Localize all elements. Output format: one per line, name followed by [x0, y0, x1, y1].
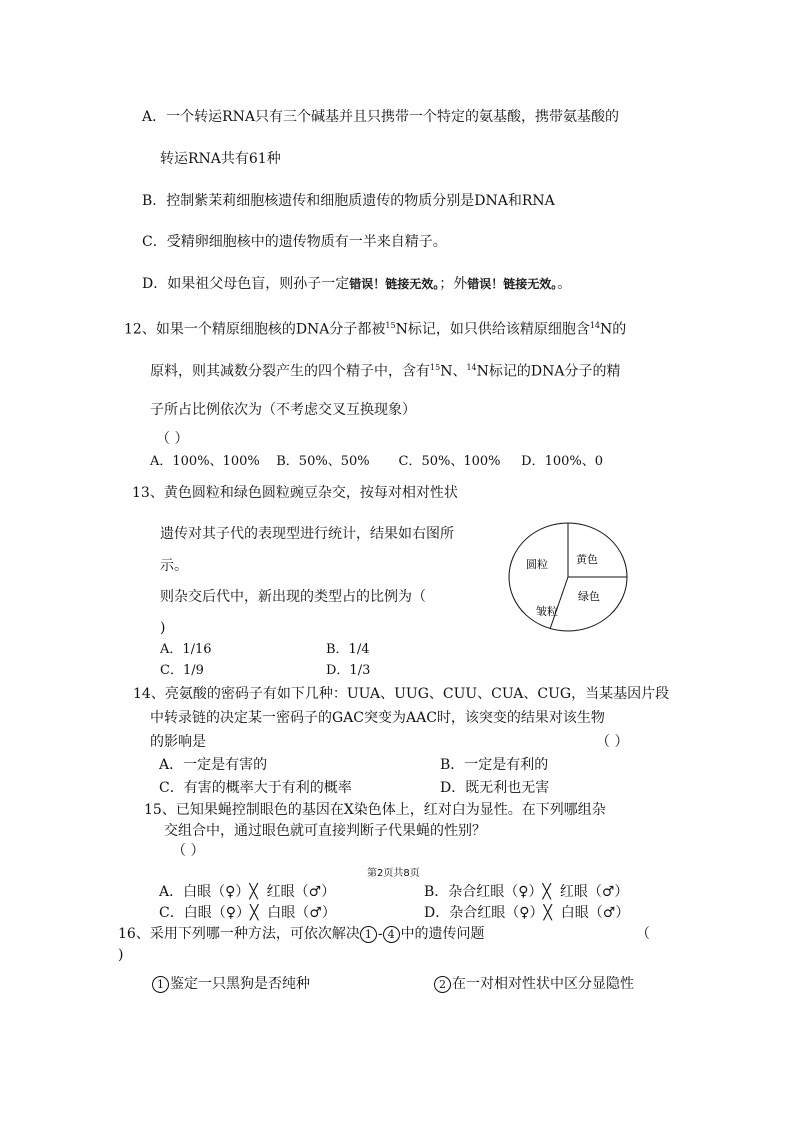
q11-option-d-mid: ；外 [439, 276, 468, 292]
q12-line3: 子所占比例依次为（不考虑交叉互换现象） [150, 402, 416, 418]
q16-item-text: 鉴定一只黑狗是否纯种 [170, 976, 310, 992]
error-link-text: 错误！链接无效。 [467, 277, 558, 291]
circled-number: 1 [360, 926, 377, 943]
page-footer: 第2页共8页 [367, 868, 420, 879]
circled-number: 4 [383, 926, 400, 943]
q16-item-1 [152, 975, 310, 993]
pie-label-green: 绿色 [578, 590, 600, 603]
q14-option-b: B．一定是有利的 [440, 757, 549, 773]
pie-figure [506, 520, 630, 634]
q11-option-c: C．受精卵细胞核中的遗传物质有一半来自精子。 [142, 234, 447, 250]
q16-text: - [377, 926, 383, 942]
q11-option-a-line2: 转运RNA共有61种 [160, 151, 281, 167]
q16-text: 中的遗传问题 [400, 926, 485, 942]
q13-line3: 示。 [160, 558, 188, 574]
q16-text: 16、采用下列哪一种方法，可依次解决 [118, 926, 360, 942]
q16-line1 [118, 925, 485, 943]
q13-option-d: D．1/3 [326, 663, 371, 678]
q13-option-c: C．1/9 [160, 663, 204, 678]
error-link-text: 错误！链接无效。 [349, 277, 440, 291]
pie-label-yellow: 黄色 [576, 553, 598, 566]
q12-text: N标记，如只供给该精原细胞含 [395, 321, 590, 338]
q11-option-a-line1: A．一个转运RNA只有三个碱基并且只携带一个特定的氨基酸，携带氨基酸的 [142, 109, 620, 125]
superscript: 14 [589, 321, 601, 330]
q13-line4: 则杂交后代中，新出现的类型占的比例为（ [160, 589, 426, 605]
q13-line2: 遗传对其子代的表现型进行统计，结果如右图所 [160, 526, 454, 542]
q13-line1: 13、黄色圆粒和绿色圆粒豌豆杂交，按每对相对性状 [132, 485, 458, 501]
superscript: 14 [466, 363, 477, 372]
q16-paren-close: ) [118, 947, 124, 963]
q15-option-d: D．杂合红眼（♀）╳ 白眼（♂） [424, 905, 630, 921]
q15-answer-paren: （ ） [172, 843, 205, 859]
q13-option-b: B．1/4 [326, 642, 370, 657]
q12-options: A．100%、100% B．50%、50% C．50%、100% D．100%、0 [150, 454, 604, 469]
q13-line5: ) [160, 620, 166, 636]
q16-item-text: 在一对相对性状中区分显隐性 [452, 976, 634, 992]
q14-line3: 的影响是 [150, 734, 206, 750]
q12-line2 [150, 359, 620, 381]
q12-text: N、 [440, 363, 467, 380]
q11-option-d-text: D．如果祖父母色盲，则孙子一定 [142, 276, 350, 292]
q11-option-b: B．控制紫茉莉细胞核遗传和细胞质遗传的物质分别是DNA和RNA [142, 193, 555, 209]
circled-number: 1 [152, 976, 169, 993]
superscript: 15 [385, 321, 396, 330]
q11-option-d-end: 。 [557, 276, 572, 292]
q14-option-d: D．既无利也无害 [440, 780, 550, 796]
q12-text: 12、如果一个精原细胞核的DNA分子都被 [124, 321, 386, 338]
superscript: 15 [430, 363, 441, 372]
q12-line1 [124, 317, 626, 339]
q15-option-a: A．白眼（♀）╳ 红眼（♂） [159, 884, 336, 900]
q12-text: N的 [600, 321, 627, 338]
q15-line1: 15、已知果蝇控制眼色的基因在X染色体上，红对白为显性。在下列哪组杂 [144, 802, 606, 818]
q11-option-d [142, 275, 571, 293]
q14-answer-paren: （ ） [596, 734, 629, 750]
pie-label-round: 圆粒 [526, 558, 548, 571]
circled-number: 2 [434, 976, 451, 993]
q16-item-2 [434, 975, 634, 993]
q14-option-a: A．一定是有害的 [159, 757, 268, 773]
q13-option-a: A．1/16 [160, 642, 212, 657]
q12-text: 原料，则其减数分裂产生的四个精子中，含有 [150, 363, 430, 380]
q15-line2: 交组合中，通过眼色就可直接判断子代果蝇的性别？ [164, 823, 486, 839]
q14-line2: 中转录链的决定某一密码子的GAC突变为AAC时，该突变的结果对该生物 [150, 710, 605, 726]
q14-option-c: C．有害的概率大于有利的概率 [159, 780, 352, 796]
pie-label-wrinkled: 皱粒 [536, 605, 558, 618]
q12-answer-paren: （ ） [156, 431, 189, 447]
q16-paren-open: （ [636, 926, 650, 942]
q14-line1: 14、亮氨酸的密码子有如下几种：UUA、UUG、CUU、CUA、CUG，当某基因片段 [133, 686, 670, 702]
q15-option-c: C．白眼（♀）╳ 白眼（♂） [159, 905, 336, 921]
q12-text: N标记的DNA分子的精 [476, 363, 621, 380]
q15-option-b: B．杂合红眼（♀）╳ 红眼（♂） [424, 884, 629, 900]
